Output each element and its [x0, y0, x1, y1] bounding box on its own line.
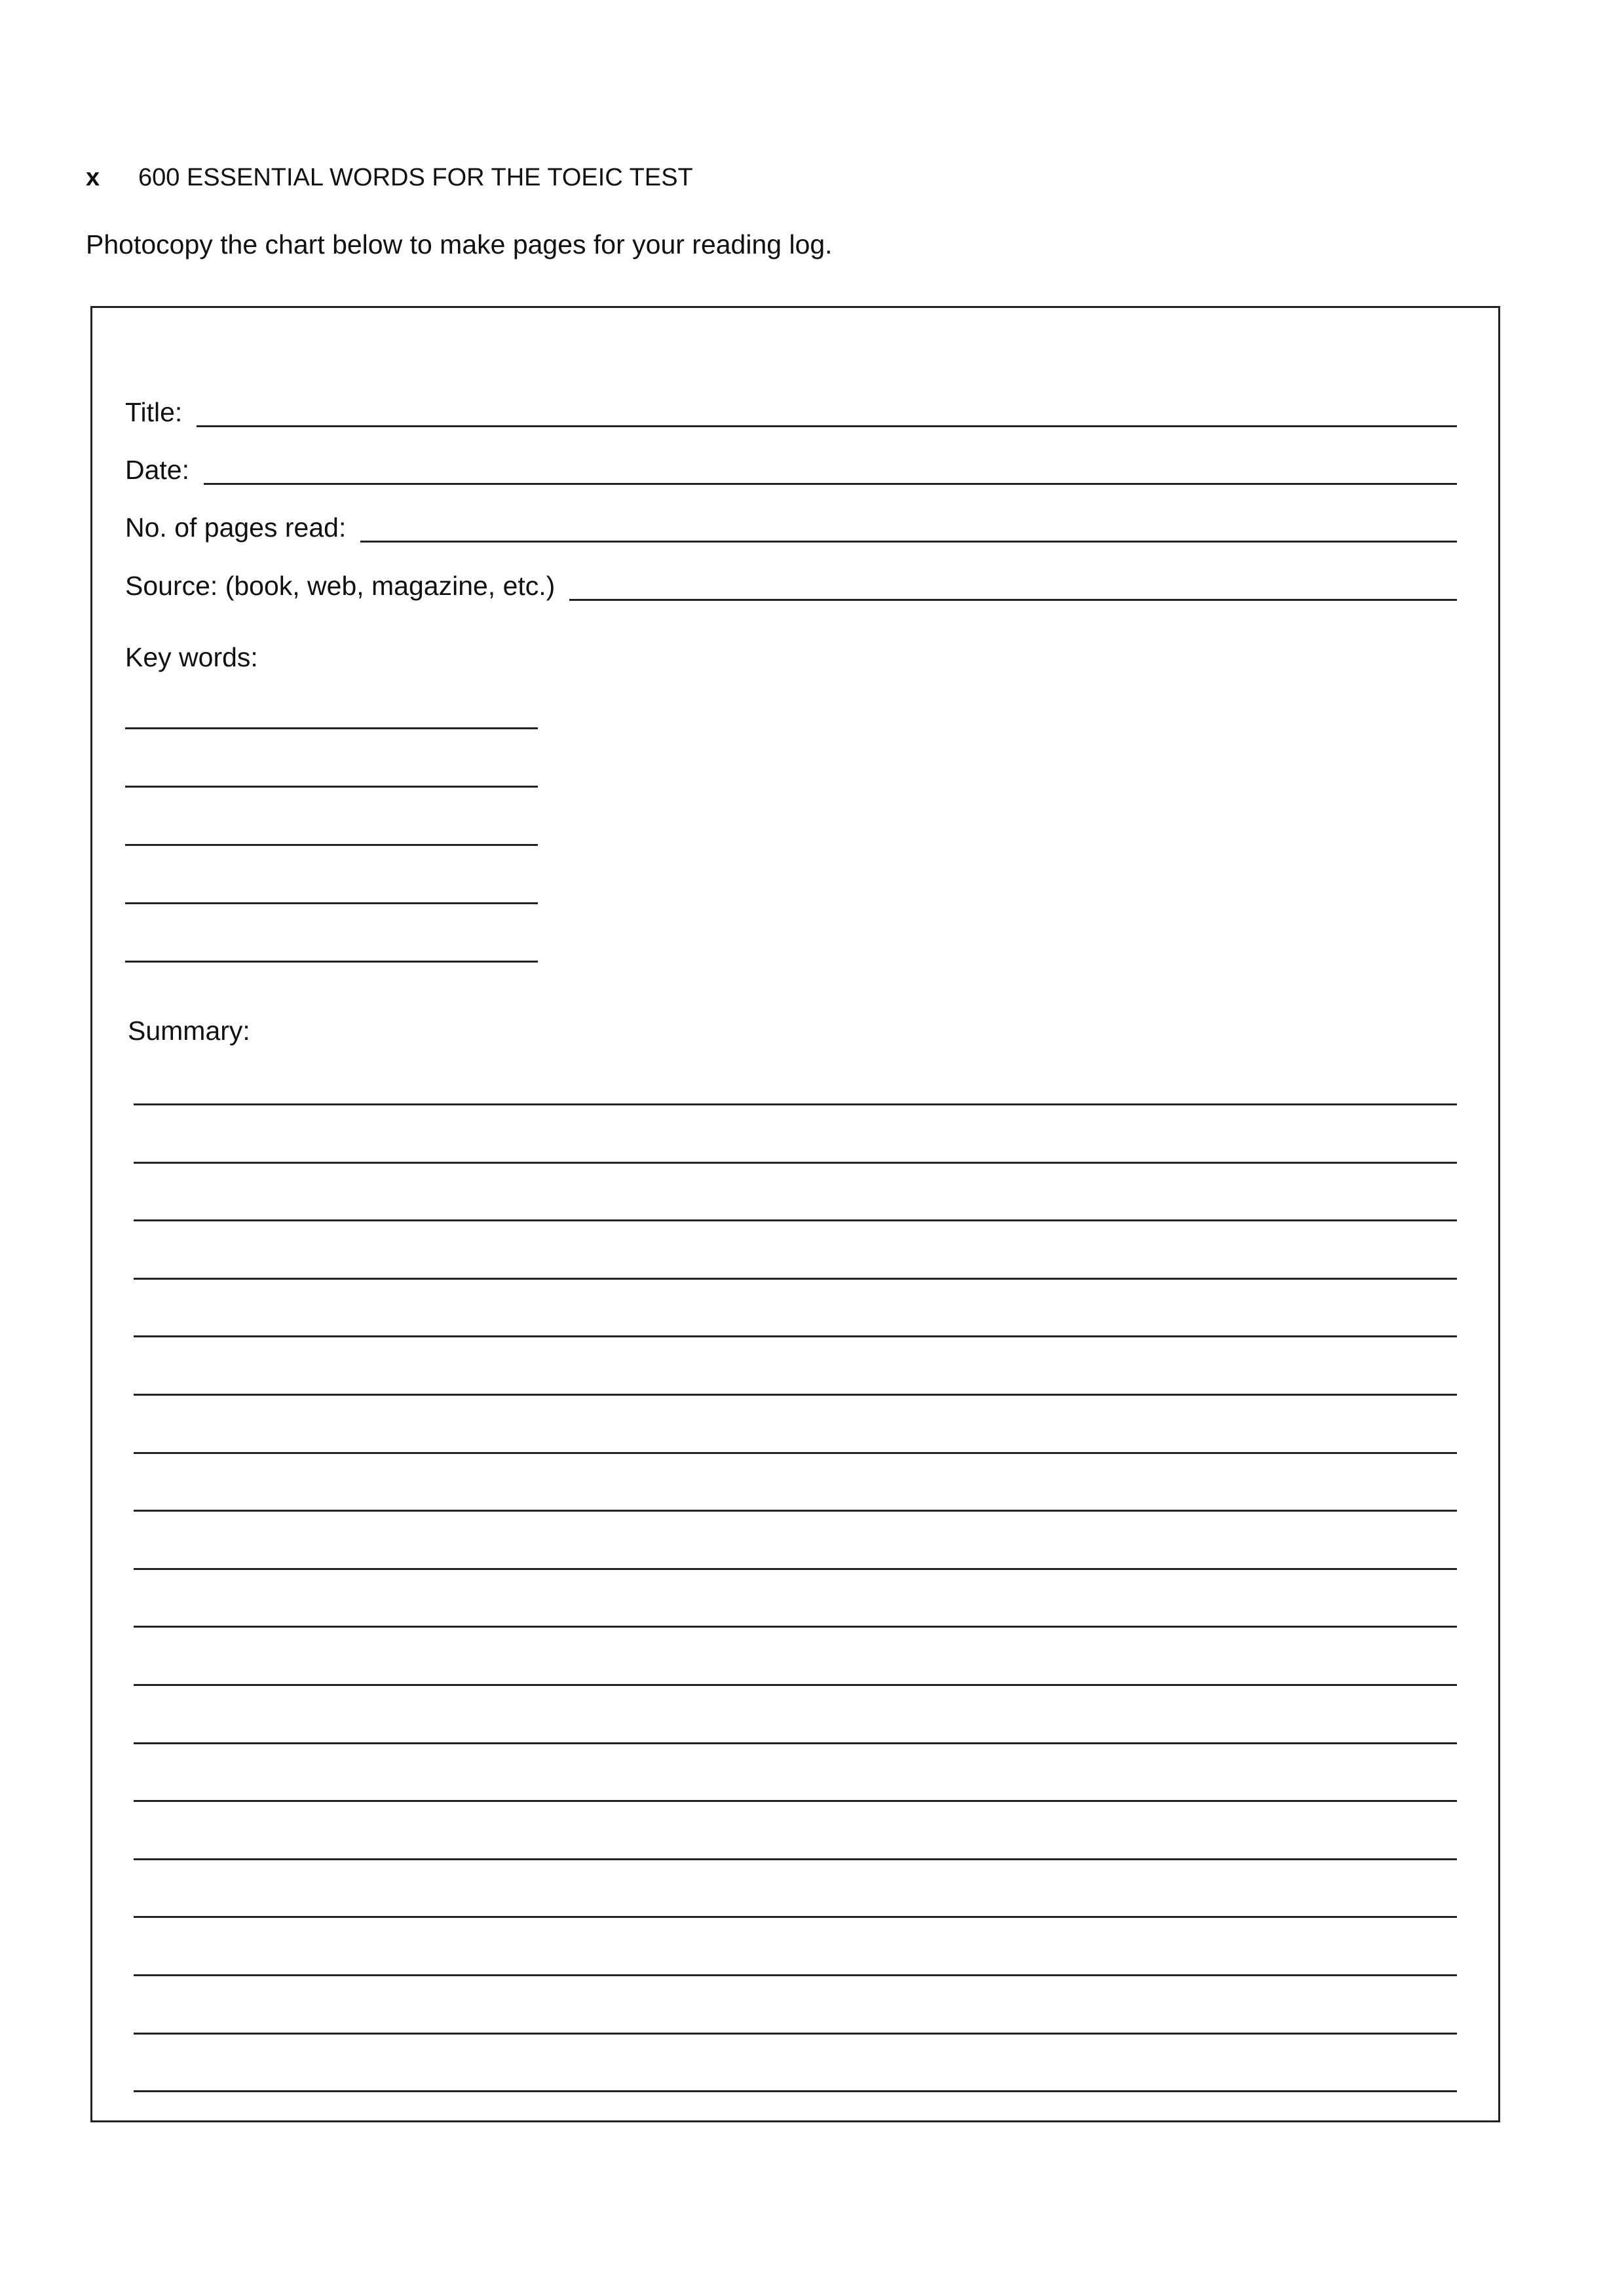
summary-line[interactable] — [134, 1684, 1457, 1686]
pages-read-blank-line[interactable] — [360, 538, 1457, 543]
summary-line[interactable] — [134, 1278, 1457, 1280]
key-word-line[interactable] — [125, 786, 538, 788]
instruction-text: Photocopy the chart below to make pages for your reading log. — [86, 229, 833, 259]
running-header — [86, 164, 693, 192]
pages-read-label: No. of pages read: — [125, 512, 347, 543]
summary-line[interactable] — [134, 1394, 1457, 1396]
summary-label: Summary: — [128, 1016, 250, 1046]
title-blank-line[interactable] — [197, 423, 1457, 427]
date-label: Date: — [125, 455, 189, 485]
key-word-line[interactable] — [125, 727, 538, 729]
source-blank-line[interactable] — [569, 596, 1457, 601]
summary-line[interactable] — [134, 1916, 1457, 1918]
date-field[interactable] — [125, 444, 1457, 484]
summary-line[interactable] — [134, 1219, 1457, 1221]
summary-line[interactable] — [134, 2033, 1457, 2035]
summary-line[interactable] — [134, 1858, 1457, 1860]
summary-line[interactable] — [134, 1335, 1457, 1337]
summary-line[interactable] — [134, 2090, 1457, 2092]
summary-line[interactable] — [134, 1510, 1457, 1512]
title-field[interactable] — [125, 387, 1457, 426]
key-words-label: Key words: — [125, 642, 258, 672]
summary-line[interactable] — [134, 1103, 1457, 1105]
summary-line[interactable] — [134, 1162, 1457, 1164]
key-word-line[interactable] — [125, 902, 538, 904]
summary-line[interactable] — [134, 1568, 1457, 1570]
source-field[interactable] — [125, 560, 1457, 600]
pages-read-field[interactable] — [125, 502, 1457, 541]
summary-line[interactable] — [134, 1626, 1457, 1628]
page-folio: x — [86, 164, 100, 191]
summary-line[interactable] — [134, 1742, 1457, 1744]
key-word-line[interactable] — [125, 961, 538, 963]
key-word-line[interactable] — [125, 844, 538, 846]
book-title: 600 ESSENTIAL WORDS FOR THE TOEIC TEST — [138, 164, 693, 191]
title-label: Title: — [125, 397, 183, 427]
source-label: Source: (book, web, magazine, etc.) — [125, 571, 556, 601]
date-blank-line[interactable] — [204, 480, 1457, 485]
summary-line[interactable] — [134, 1974, 1457, 1976]
reading-log-form — [90, 306, 1500, 2122]
summary-line[interactable] — [134, 1800, 1457, 1802]
summary-line[interactable] — [134, 1452, 1457, 1454]
